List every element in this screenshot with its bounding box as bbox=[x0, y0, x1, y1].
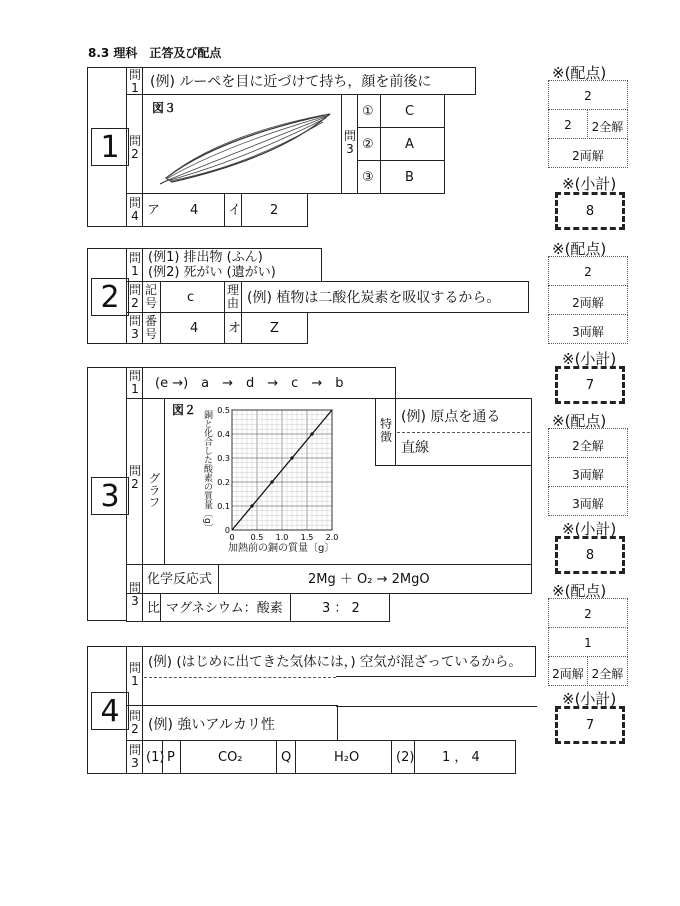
page-title: 8.3 理科 正答及び配点 bbox=[88, 46, 222, 60]
q1-toi3-label: 問3 bbox=[343, 129, 356, 156]
subtotal-2: 7 bbox=[555, 366, 625, 404]
q4-toi2-label: 問2 bbox=[128, 709, 141, 736]
q3-toi1-label: 問1 bbox=[128, 369, 141, 396]
shokei-label-1: ※(小計) bbox=[562, 175, 617, 193]
shokei-label-2: ※(小計) bbox=[562, 350, 617, 368]
haiten-label-4: ※(配点) bbox=[552, 582, 607, 600]
q2-number: 2 bbox=[91, 278, 129, 316]
q1-toi1-label: 問1 bbox=[128, 68, 141, 95]
x-tick-label-1: 0.5 bbox=[250, 533, 264, 542]
q3-tokucho-label: 特徴 bbox=[379, 417, 392, 444]
q3-toi3-label: 問3 bbox=[128, 581, 141, 608]
haiten-label-3: ※(配点) bbox=[552, 412, 607, 430]
q1-a4k1: ア bbox=[147, 203, 161, 218]
subtotal-4: 7 bbox=[555, 706, 625, 744]
q1-a3: B bbox=[405, 170, 414, 185]
q1-c3: ③ bbox=[362, 170, 374, 185]
q1-a1: C bbox=[405, 104, 415, 119]
q2-toi3-label: 問3 bbox=[128, 314, 141, 341]
q3-xlabel: 加熱前の銅の質量〔g〕 bbox=[228, 543, 335, 554]
q4-p-value: CO₂ bbox=[218, 750, 243, 765]
data-point-3 bbox=[310, 432, 313, 435]
score-2-1: 2 bbox=[584, 265, 592, 279]
x-tick-label-0: 0 bbox=[229, 533, 235, 542]
q2-bango-value: 4 bbox=[190, 321, 199, 336]
q1-c2: ② bbox=[362, 137, 374, 152]
score-4-2: 1 bbox=[584, 636, 592, 650]
score-1-1: 2 bbox=[584, 89, 592, 103]
q1-c1: ① bbox=[362, 104, 374, 119]
score-3-3: 3両解 bbox=[572, 497, 604, 511]
q2-riyu-label: 理由 bbox=[226, 283, 239, 310]
q3-ans1: (e →) a → d → c → b bbox=[155, 376, 344, 391]
q3-ylabel: 銅と化合した酸素の質量〔g〕 bbox=[202, 410, 212, 533]
y-tick-label-5: 0.5 bbox=[217, 406, 230, 415]
subtotal-3: 8 bbox=[555, 536, 625, 574]
q4-p2-value: 1 ， 4 bbox=[442, 750, 480, 765]
q4-part2: (2) bbox=[396, 750, 415, 765]
score-3-2: 3両解 bbox=[572, 468, 604, 482]
q2-ans1a: (例1) 排出物 (ふん) bbox=[148, 250, 263, 265]
q4-p-key: P bbox=[167, 750, 175, 765]
q3-ratio-label: マグネシウム：酸素 bbox=[166, 601, 283, 616]
q1-a4v2: 2 bbox=[270, 203, 279, 218]
q1-a4k2: イ bbox=[228, 203, 242, 218]
score-4-1: 2 bbox=[584, 607, 592, 621]
x-tick-label-2: 1.0 bbox=[275, 533, 289, 542]
data-point-2 bbox=[290, 456, 293, 459]
q1-number: 1 bbox=[91, 128, 129, 166]
q1-a2: A bbox=[405, 137, 414, 152]
score-2-3: 3両解 bbox=[572, 325, 604, 339]
q3-kagaku-label: 化学反応式 bbox=[147, 572, 213, 587]
score-2-2: 2両解 bbox=[572, 296, 604, 310]
oxygen-mass-chart bbox=[212, 404, 340, 560]
q2-toi1-label: 問1 bbox=[128, 251, 141, 278]
haiten-label-1: ※(配点) bbox=[552, 64, 607, 82]
q3-graph-label: グラフ bbox=[147, 472, 161, 508]
q1-toi2-label: 問2 bbox=[128, 134, 141, 161]
y-tick-label-0: 0 bbox=[224, 526, 230, 535]
q2-ans1b: (例2) 死がい (遺がい) bbox=[148, 265, 276, 280]
q2-kigo-label: 記号 bbox=[144, 283, 157, 310]
leaf-drawing bbox=[158, 108, 338, 188]
q3-toi2-label: 問2 bbox=[128, 464, 141, 491]
q4-ans2: (例) 強いアルカリ性 bbox=[148, 717, 275, 733]
q3-feat2: 直線 bbox=[401, 440, 429, 456]
q1-fig-label: 図３ bbox=[152, 101, 177, 115]
y-tick-label-4: 0.4 bbox=[217, 430, 230, 439]
q3-fig-label: 図２ bbox=[172, 403, 197, 417]
q2-riyu-value: (例) 植物は二酸化炭素を吸収するから。 bbox=[247, 290, 501, 306]
data-point-1 bbox=[270, 480, 273, 483]
q1-a4v1: 4 bbox=[190, 203, 199, 218]
score-1-2: 2 bbox=[564, 118, 572, 132]
q4-part1: (1) bbox=[146, 750, 165, 765]
q2-o-value: Z bbox=[270, 321, 279, 336]
q3-feat1: (例) 原点を通る bbox=[401, 409, 501, 425]
y-tick-label-3: 0.3 bbox=[217, 454, 230, 463]
subtotal-1: 8 bbox=[555, 192, 625, 230]
q3-hi-label: 比 bbox=[147, 601, 161, 616]
shokei-label-4: ※(小計) bbox=[562, 690, 617, 708]
score-4-3: 2両解 bbox=[552, 667, 584, 681]
y-tick-label-1: 0.1 bbox=[217, 502, 230, 511]
shokei-label-3: ※(小計) bbox=[562, 520, 617, 538]
q3-number: 3 bbox=[91, 477, 129, 515]
q2-o-label: オ bbox=[228, 321, 242, 336]
q4-toi3-label: 問3 bbox=[128, 743, 141, 770]
haiten-label-2: ※(配点) bbox=[552, 240, 607, 258]
data-point-0 bbox=[250, 504, 253, 507]
q3-ratio: 3 ： 2 bbox=[322, 601, 360, 616]
score-1-4: 2両解 bbox=[572, 149, 604, 163]
q2-bango-label: 番号 bbox=[144, 314, 157, 341]
x-tick-label-3: 1.5 bbox=[300, 533, 314, 542]
q4-number: 4 bbox=[91, 692, 129, 730]
score-1-3: 2全解 bbox=[591, 120, 624, 134]
q1-ans1: (例) ルーペを目に近づけて持ち，顔を前後に bbox=[150, 74, 432, 90]
x-tick-label-4: 2.0 bbox=[325, 533, 339, 542]
q2-kigo-value: c bbox=[187, 290, 195, 305]
y-tick-label-2: 0.2 bbox=[217, 478, 230, 487]
q4-q-value: H₂O bbox=[334, 750, 360, 765]
q4-ans1: (例) (はじめに出てきた気体には，) 空気が混ざっているから。 bbox=[148, 654, 522, 670]
score-4-4: 2全解 bbox=[591, 667, 624, 681]
q2-toi2-label: 問2 bbox=[128, 283, 141, 310]
score-3-1: 2全解 bbox=[572, 439, 604, 453]
q4-q-key: Q bbox=[281, 750, 292, 765]
q1-toi4-label: 問4 bbox=[128, 196, 141, 223]
q4-toi1-label: 問1 bbox=[128, 661, 141, 688]
q3-formula: 2Mg ＋ O₂ → 2MgO bbox=[308, 572, 430, 587]
